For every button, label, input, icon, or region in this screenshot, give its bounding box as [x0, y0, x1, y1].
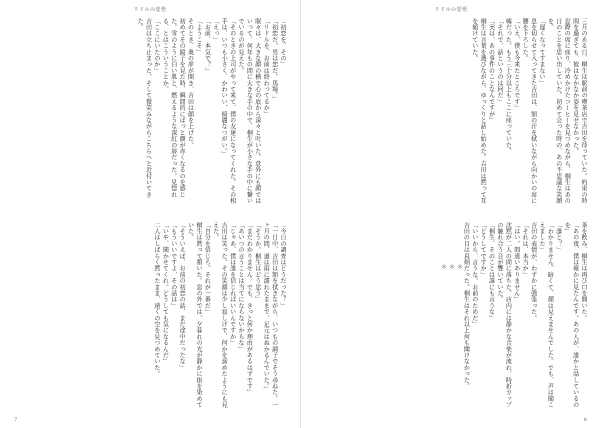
running-head-left: リドルの覚悟 [133, 7, 167, 13]
section-break: ＊＊＊ [441, 264, 466, 271]
right-page [300, 0, 600, 428]
page-number-left: 7 [14, 417, 18, 423]
right-bottom-text: 茶を飲み、桐生は再び口を開いた。 「あの夜、僕は確かに見たんです。あの人が、誰かと話しているのを」 「誰と？」 「わかりません。暗くて、顔は見えませんでした。でも、声は聞こえました」 吉田の表情が、わずかに強張った。 「それは、本当か」 「はい。間違いありません」 沈黙が二人の間に落ちた。店内には静かな音楽が流れ、時折カップの触れ合う音が響いていた。 「桐生、そのことは誰にも言うな」 「どうしてですか」 「いいから、言うな。お前のためだ」 吉田の目は真剣だった。桐生はそれ以上何も聞けなかった。 [462, 222, 587, 408]
left-bottom-text: 「今日の調査はどうだった？」 「一日中、吉田は額を拭きながら、いつもの調子でそう尋ねた。一ヶ月の間、道は雨に濡れたままで、足元はぬかるんでいた。」 「そうか。桐生はどう思う」 「まだわかりません。でも、きっと何か理由があるはずです」 「あいつの言うことは当てにならないからな」 「じゃあ、僕は誰を信じればいいんですか」 吉田は笑った。その笑顔は少し寂しげで、何かを諦めたようにも見えた。 「自分を信じろ。それが一番だ」 桐生は黙って頷いた。窓の外では、夕暮れの光が静かに街を染めていた。 「そういえば、お前の初恋の話、まだ途中だったな」 「もういいですよ、その話は」 「いや、聞かせてくれ。どうしても気になるんだ」 二人はしばらく黙ったまま、遠くの空を見つめていた。 [152, 222, 286, 408]
running-head-right: リドルの覚悟 [434, 7, 468, 13]
left-top-text: 「初恋を、その」 「初恋だ。男は恋だ。馬場。」 「リドルを、お前は終わってるか」 眠々は、大きな顔の横で心の底から深々と吐いた。意外にも顔ではいって、何年もの間に大きな手の中で、桐生が小さな手の中に繋いでいるのが見えた。 「そのときの上司がやって来て、僕の友達になってくれた。その相手は、いつも小さく、かわいい、綺麗なつがい。」 「えっ」 「お前、本気で？」 「ようこそ」 そのとき、奥の扉が開き、吉田は顔を上げた。 初めてその鏡子を見た時、瞬間的にぱっと顔が赤くなるのを感じた。雪のように白い肌と、燃えるような深紅の唇だった。見惚れる、とはこういうことか。 「ここにいたのか」 吉田は立ち止まった。そして微笑みながらこちらへと近付いてきた。 [136, 18, 286, 204]
page-number-right: 6 [583, 417, 587, 423]
right-top-text: 三月のある日、桐生は駅前の喫茶店で吉田を待っていた。約束の時間を過ぎても、彼はなかなか姿を見せなかった。 窓際の席に座り、冷めかけたコーヒーを見つめながら、桐生はあの日のことを思い出していた。初めて会った時の、あの不思議な笑顔を。 「遅くなってすまない」 息を切らせて入ってきた吉田は、額の汗を拭いながら向かいの席に腰を下ろした。 「いえ、僕も今来たところです」 嘘だった。もう三十分以上もここに座っていた。 「それで、話というのは何だ」 「実は、あの事件のことなんですが」 桐生は言葉を選びながら、ゆっくりと話し始めた。吉田は黙って耳を傾けていた。 [470, 18, 587, 204]
